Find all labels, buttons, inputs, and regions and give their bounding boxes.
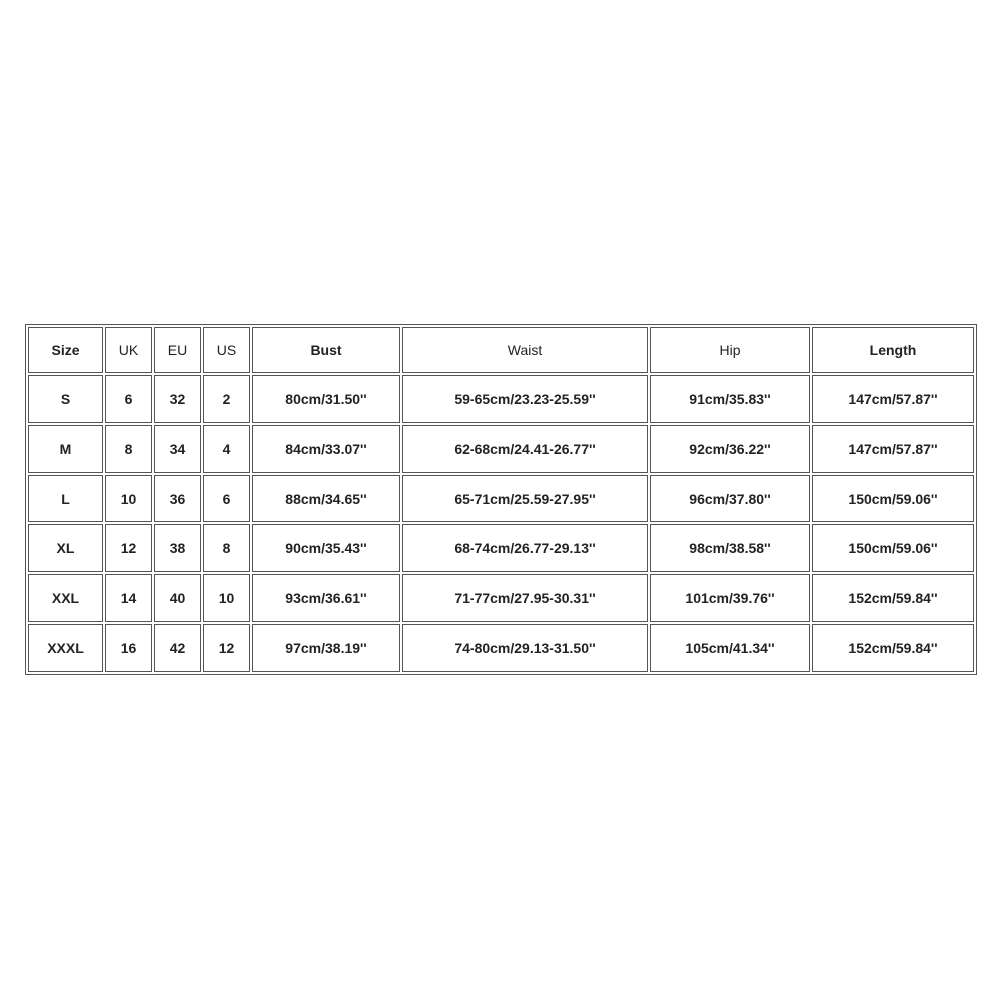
table-row xyxy=(28,475,974,523)
cell-size: XXL xyxy=(28,574,103,622)
cell-size: XL xyxy=(28,524,103,572)
cell-bust: 88cm/34.65'' xyxy=(252,475,400,523)
header-us: US xyxy=(203,327,250,373)
cell-waist: 71-77cm/27.95-30.31'' xyxy=(402,574,648,622)
cell-hip: 98cm/38.58'' xyxy=(650,524,810,572)
cell-length: 152cm/59.84'' xyxy=(812,624,974,672)
cell-length: 150cm/59.06'' xyxy=(812,475,974,523)
cell-hip: 96cm/37.80'' xyxy=(650,475,810,523)
header-row xyxy=(28,327,974,373)
cell-waist: 68-74cm/26.77-29.13'' xyxy=(402,524,648,572)
cell-size: M xyxy=(28,425,103,473)
cell-hip: 92cm/36.22'' xyxy=(650,425,810,473)
cell-us: 10 xyxy=(203,574,250,622)
header-bust: Bust xyxy=(252,327,400,373)
cell-bust: 97cm/38.19'' xyxy=(252,624,400,672)
cell-us: 4 xyxy=(203,425,250,473)
size-chart-table xyxy=(25,324,977,675)
cell-length: 147cm/57.87'' xyxy=(812,425,974,473)
cell-uk: 6 xyxy=(105,375,152,423)
table-row xyxy=(28,375,974,423)
cell-waist: 74-80cm/29.13-31.50'' xyxy=(402,624,648,672)
cell-waist: 65-71cm/25.59-27.95'' xyxy=(402,475,648,523)
cell-us: 8 xyxy=(203,524,250,572)
cell-length: 147cm/57.87'' xyxy=(812,375,974,423)
cell-size: XXXL xyxy=(28,624,103,672)
cell-hip: 91cm/35.83'' xyxy=(650,375,810,423)
cell-uk: 12 xyxy=(105,524,152,572)
cell-eu: 32 xyxy=(154,375,201,423)
cell-eu: 36 xyxy=(154,475,201,523)
cell-bust: 84cm/33.07'' xyxy=(252,425,400,473)
cell-eu: 34 xyxy=(154,425,201,473)
table-row xyxy=(28,624,974,672)
cell-length: 150cm/59.06'' xyxy=(812,524,974,572)
table-row xyxy=(28,425,974,473)
table-row xyxy=(28,524,974,572)
cell-eu: 38 xyxy=(154,524,201,572)
cell-uk: 16 xyxy=(105,624,152,672)
header-uk: UK xyxy=(105,327,152,373)
header-eu: EU xyxy=(154,327,201,373)
cell-hip: 101cm/39.76'' xyxy=(650,574,810,622)
cell-uk: 14 xyxy=(105,574,152,622)
header-length: Length xyxy=(812,327,974,373)
header-hip: Hip xyxy=(650,327,810,373)
cell-bust: 90cm/35.43'' xyxy=(252,524,400,572)
cell-us: 2 xyxy=(203,375,250,423)
cell-eu: 40 xyxy=(154,574,201,622)
cell-eu: 42 xyxy=(154,624,201,672)
table-row xyxy=(28,574,974,622)
cell-size: S xyxy=(28,375,103,423)
header-waist: Waist xyxy=(402,327,648,373)
cell-uk: 8 xyxy=(105,425,152,473)
cell-bust: 93cm/36.61'' xyxy=(252,574,400,622)
cell-waist: 59-65cm/23.23-25.59'' xyxy=(402,375,648,423)
header-size: Size xyxy=(28,327,103,373)
cell-bust: 80cm/31.50'' xyxy=(252,375,400,423)
cell-waist: 62-68cm/24.41-26.77'' xyxy=(402,425,648,473)
cell-size: L xyxy=(28,475,103,523)
cell-us: 6 xyxy=(203,475,250,523)
cell-uk: 10 xyxy=(105,475,152,523)
cell-us: 12 xyxy=(203,624,250,672)
cell-length: 152cm/59.84'' xyxy=(812,574,974,622)
cell-hip: 105cm/41.34'' xyxy=(650,624,810,672)
